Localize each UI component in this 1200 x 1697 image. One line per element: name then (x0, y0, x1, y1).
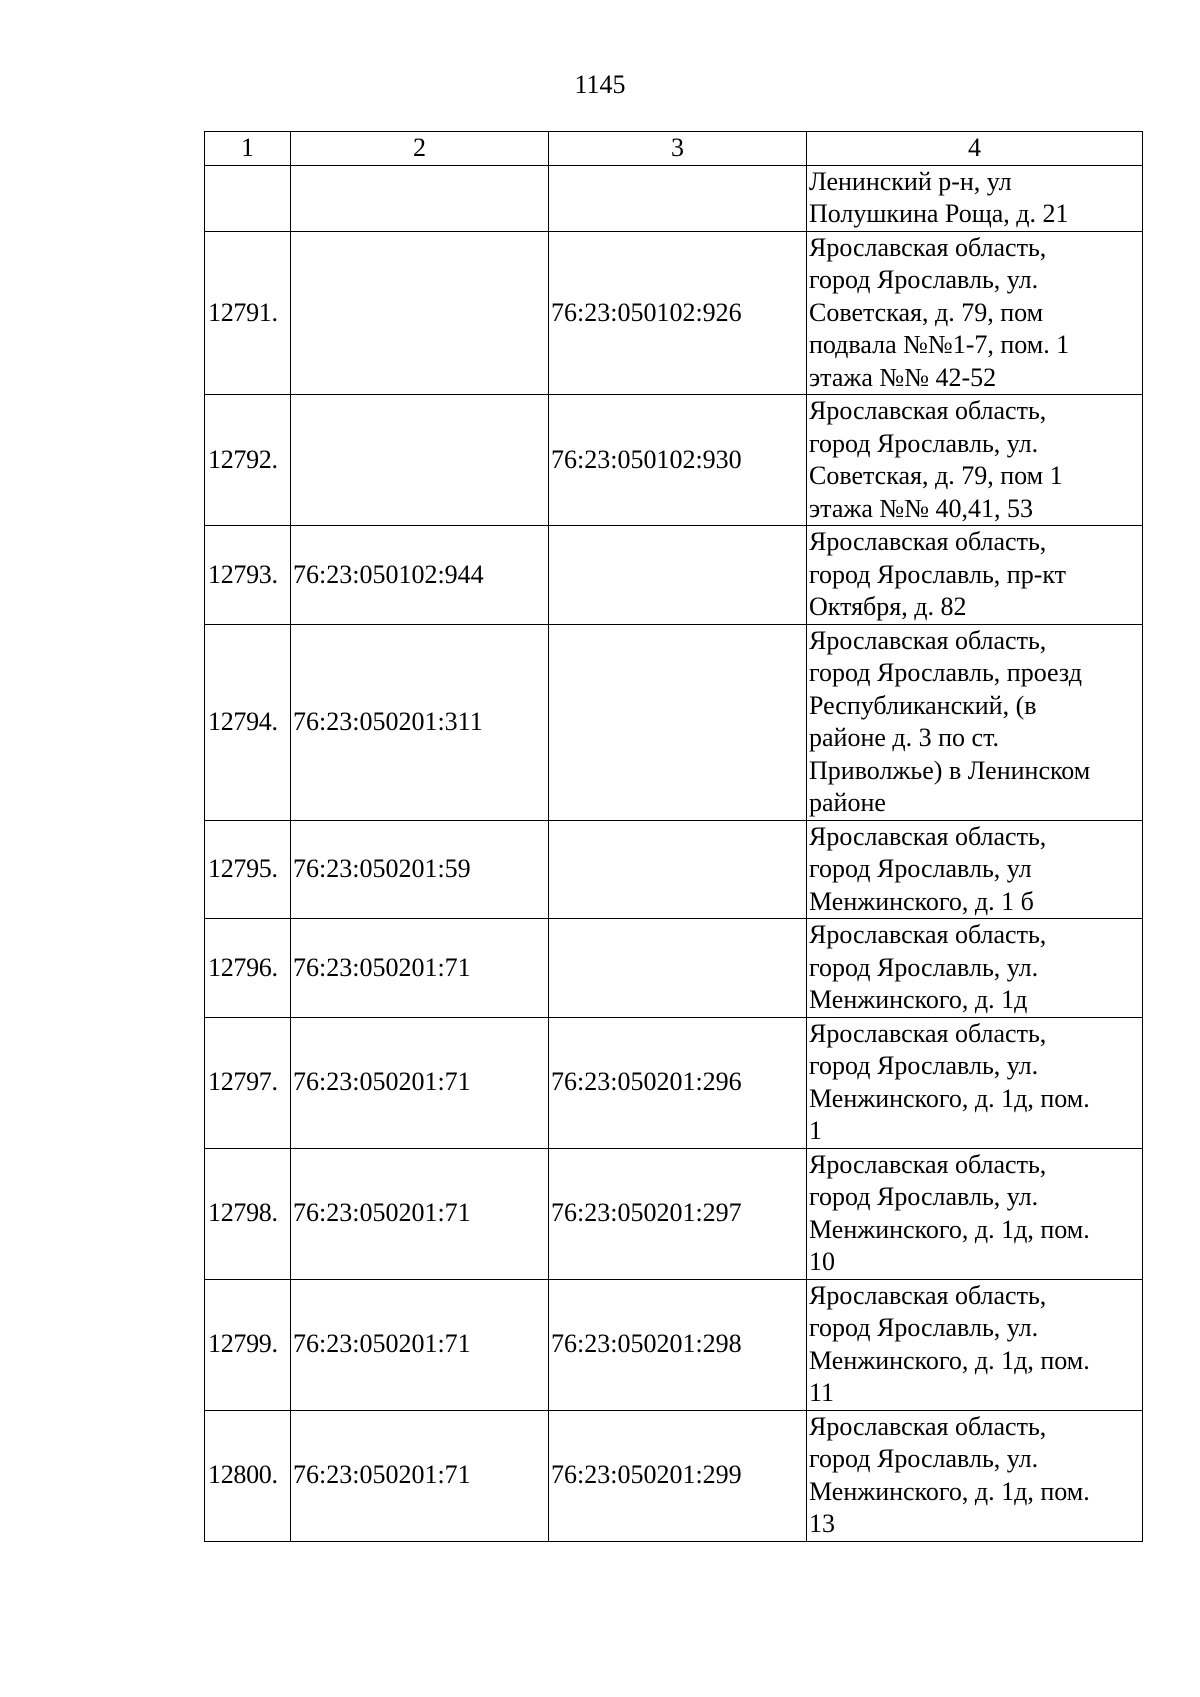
address-line: город Ярославль, ул. (809, 1182, 1039, 1211)
address-line: Ярославская область, (809, 527, 1047, 556)
cadastral-number-cell: 76:23:050201:59 (291, 820, 549, 919)
address-line: Менжинского, д. 1д, пом. (809, 1214, 1090, 1244)
row-number-cell: 12799. (205, 1279, 291, 1410)
address-cell (807, 1410, 1143, 1541)
table-row (205, 395, 1143, 526)
row-number-cell: 12792. (205, 395, 291, 526)
address-line: Ярославская область, (809, 396, 1047, 425)
address-cell (807, 624, 1143, 820)
cadastral-number-cell: 76:23:050201:299 (549, 1410, 807, 1541)
address-line: город Ярославль, ул. (809, 265, 1039, 294)
cadastral-number-cell: 76:23:050201:296 (549, 1017, 807, 1148)
column-header: 3 (549, 132, 807, 166)
address-line: Ярославская область, (809, 821, 1047, 851)
address-line: город Ярославль, ул. (809, 1444, 1039, 1473)
address-line: город Ярославль, ул. (809, 1313, 1039, 1342)
cadastral-number-cell: 76:23:050201:311 (291, 624, 549, 820)
cadastral-number-cell (549, 526, 807, 625)
address-line: Ярославская область, (809, 1280, 1047, 1310)
table-row (205, 1410, 1143, 1541)
address-cell (807, 231, 1143, 395)
table-row (205, 919, 1143, 1018)
cadastral-number-cell: 76:23:050102:926 (549, 231, 807, 395)
address-line: Приволжье) в Ленинском (809, 755, 1091, 785)
address-line: город Ярославль, ул. (809, 952, 1039, 982)
column-header: 1 (205, 132, 291, 166)
address-line: 13 (809, 1509, 835, 1538)
row-number-cell: 12791. (205, 231, 291, 395)
address-line: 1 (809, 1116, 822, 1145)
row-number-cell: 12796. (205, 919, 291, 1018)
cadastral-number-cell (549, 165, 807, 231)
row-number-cell: 12794. (205, 624, 291, 820)
address-line: Ярославская область, (809, 625, 1047, 655)
address-line: Октября, д. 82 (809, 592, 967, 621)
address-cell (807, 919, 1143, 1018)
address-line: этажа №№ 40,41, 53 (809, 493, 1033, 523)
table-row (205, 165, 1143, 231)
address-line: Ярославская область, (809, 1411, 1047, 1441)
registry-table (204, 131, 1143, 1542)
address-line: город Ярославль, пр-кт (809, 559, 1067, 589)
address-line: город Ярославль, ул. (809, 1051, 1039, 1080)
address-line: город Ярославль, ул (809, 854, 1032, 883)
address-line: этажа №№ 42-52 (809, 362, 997, 392)
page-number: 1145 (574, 70, 626, 99)
row-number-cell: 12797. (205, 1017, 291, 1148)
address-cell (807, 526, 1143, 625)
header-row (205, 132, 1143, 166)
table-row (205, 1148, 1143, 1279)
table-row (205, 231, 1143, 395)
address-line: город Ярославль, проезд (809, 658, 1082, 687)
cadastral-number-cell (549, 624, 807, 820)
address-line: Советская, д. 79, пом 1 (809, 461, 1063, 490)
address-cell (807, 820, 1143, 919)
cadastral-number-cell: 76:23:050201:71 (291, 1410, 549, 1541)
table-row (205, 1017, 1143, 1148)
address-cell (807, 1148, 1143, 1279)
cadastral-number-cell (549, 820, 807, 919)
cadastral-number-cell: 76:23:050201:71 (291, 1148, 549, 1279)
address-line: 11 (809, 1378, 835, 1407)
column-header: 2 (291, 132, 549, 166)
address-line: Менжинского, д. 1 б (809, 886, 1034, 916)
row-number-cell: 12800. (205, 1410, 291, 1541)
table-row (205, 820, 1143, 919)
row-number-cell: 12795. (205, 820, 291, 919)
cadastral-number-cell: 76:23:050201:71 (291, 1017, 549, 1148)
table-row (205, 624, 1143, 820)
address-line: Менжинского, д. 1д, пом. (809, 1476, 1090, 1506)
address-line: Советская, д. 79, пом (809, 297, 1044, 327)
cadastral-number-cell: 76:23:050102:930 (549, 395, 807, 526)
address-line: Менжинского, д. 1д, пом. (809, 1083, 1090, 1113)
address-cell (807, 1279, 1143, 1410)
cadastral-number-cell: 76:23:050201:298 (549, 1279, 807, 1410)
address-line: подвала №№1-7, пом. 1 (809, 330, 1070, 359)
cadastral-number-cell (291, 165, 549, 231)
address-line: 10 (809, 1247, 835, 1276)
cadastral-number-cell: 76:23:050102:944 (291, 526, 549, 625)
cadastral-number-cell: 76:23:050201:71 (291, 1279, 549, 1410)
address-line: Менжинского, д. 1д (809, 985, 1028, 1014)
cadastral-number-cell (291, 231, 549, 395)
address-cell (807, 395, 1143, 526)
address-line: Полушкина Роща, д. 21 (809, 199, 1069, 228)
address-line: Ярославская область, (809, 1149, 1047, 1179)
cadastral-number-cell (549, 919, 807, 1018)
address-cell (807, 165, 1143, 231)
address-line: Ярославская область, (809, 920, 1047, 949)
row-number-cell (205, 165, 291, 231)
row-number-cell: 12793. (205, 526, 291, 625)
address-line: Ярославская область, (809, 232, 1047, 262)
table-row (205, 1279, 1143, 1410)
cadastral-number-cell (291, 395, 549, 526)
cadastral-number-cell: 76:23:050201:71 (291, 919, 549, 1018)
column-header: 4 (807, 132, 1143, 166)
address-line: районе д. 3 по ст. (809, 723, 999, 752)
address-line: Менжинского, д. 1д, пом. (809, 1345, 1090, 1375)
cadastral-number-cell: 76:23:050201:297 (549, 1148, 807, 1279)
address-line: Ленинский р-н, ул (809, 166, 1012, 196)
address-cell (807, 1017, 1143, 1148)
table-row (205, 526, 1143, 625)
address-line: Ярославская область, (809, 1018, 1047, 1048)
table-body (205, 165, 1143, 1541)
row-number-cell: 12798. (205, 1148, 291, 1279)
address-line: Республиканский, (в (809, 690, 1037, 720)
address-line: город Ярославль, ул. (809, 428, 1039, 458)
address-line: районе (809, 788, 886, 817)
